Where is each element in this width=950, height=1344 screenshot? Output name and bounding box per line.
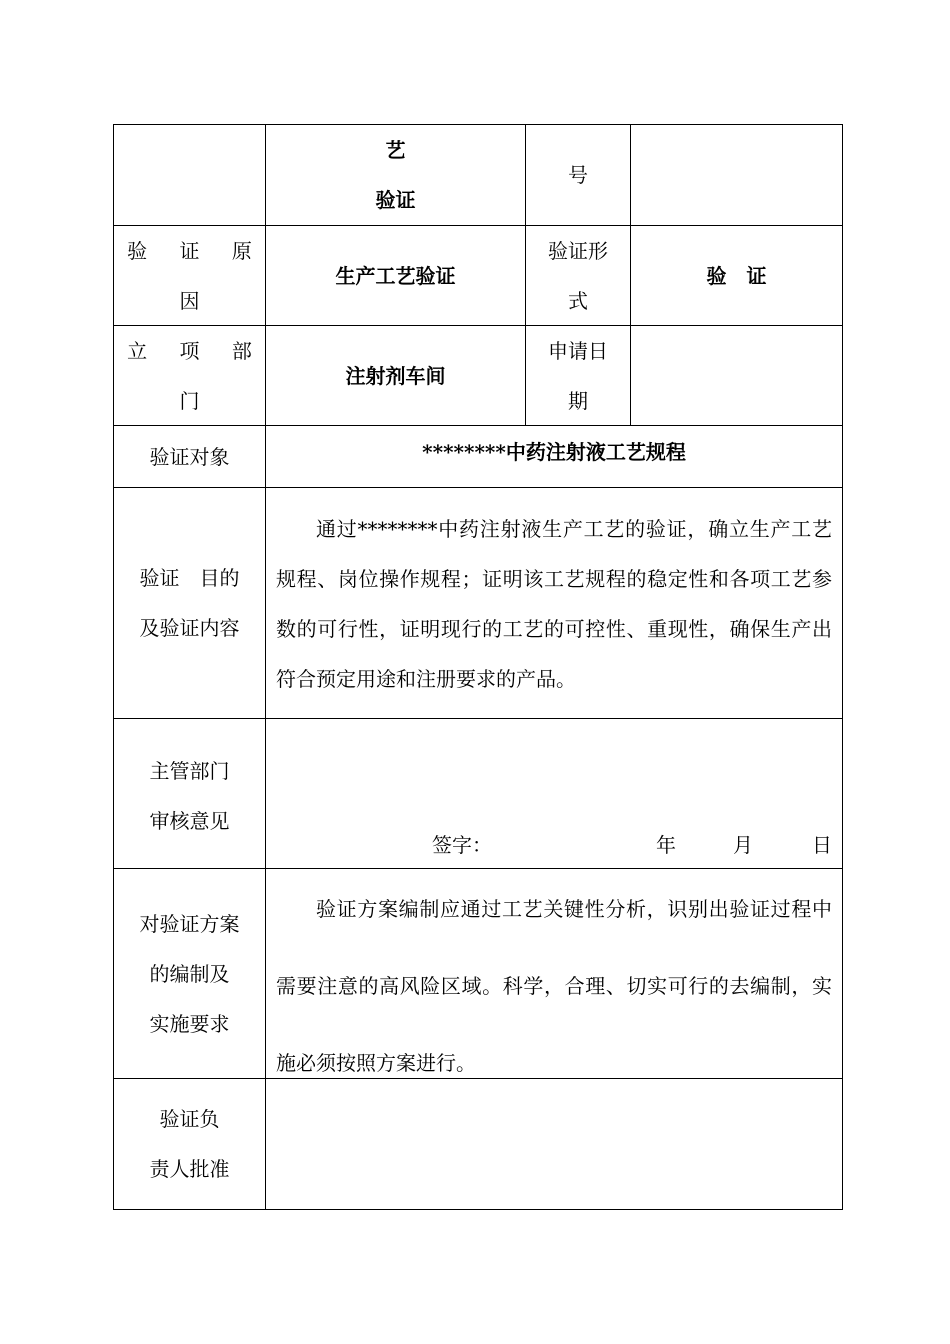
plan-label-cell [114,869,265,1078]
purpose-label-line-2: 及验证内容 [139,616,240,640]
plan-label-line-2: 的编制及 [149,961,230,986]
form-title-line-1: 艺 [385,138,406,162]
form-value-cell [631,226,842,325]
date-label-cell [526,326,630,425]
review-label-line-1: 主管部门 [149,759,230,783]
reason-label-cell [114,226,265,325]
number-label-cell [526,125,630,225]
validation-form-table [113,124,843,1210]
reason-label: 验 证 原 因 [127,238,265,313]
plan-text: 验证方案编制应通过工艺关键性分析，识别出验证过程中需要注意的高风险区域。科学，合理、切实可行的去编制，实施必须按照方案进行。 [276,897,832,1075]
object-label-cell [114,426,265,487]
plan-label-line-1: 对验证方案 [139,911,240,936]
form-label-cell [526,226,630,325]
day-label: 日 [812,833,832,857]
approval-label-cell [114,1079,265,1209]
object-label: 验证对象 [149,444,230,469]
purpose-label-line-1: 验证 目的 [139,566,240,590]
signature-label: 签字： [432,833,492,857]
form-value: 验 证 [706,263,767,288]
reason-value-cell [266,226,525,325]
purpose-label-cell [114,488,265,718]
approval-label-line-2: 责人批准 [149,1157,230,1181]
department-label: 立 项 部 门 [127,338,265,413]
plan-text-cell [266,871,842,1076]
review-label-cell [114,746,265,846]
object-value: ********中药注射液工艺规程 [422,440,686,464]
department-value-cell [266,326,525,425]
department-label-cell [114,326,265,425]
object-value-cell [266,426,842,478]
number-value-field[interactable] [631,125,842,225]
date-value-field[interactable] [631,326,842,425]
date-label: 申请日期 [548,338,608,413]
approval-value-field[interactable] [266,1079,842,1209]
department-value: 注射剂车间 [345,363,446,388]
review-signature-area[interactable] [266,719,842,868]
plan-label-line-3: 实施要求 [149,1011,230,1036]
form-title-cell [266,125,525,225]
month-label: 月 [733,833,753,857]
approval-label-line-1: 验证负 [159,1107,220,1131]
form-label: 验证形式 [548,238,608,313]
year-label: 年 [656,833,676,857]
number-label: 号 [568,163,588,187]
review-label-line-2: 审核意见 [149,809,230,833]
reason-value: 生产工艺验证 [335,263,456,288]
purpose-text: 通过********中药注射液生产工艺的验证，确立生产工艺规程、岗位操作规程；证明该工艺规程的稳定性和各项工艺参数的可行性，证明现行的工艺的可控性、重现性，确保生产出符合预定用途和注册要求的产品。 [276,517,832,691]
form-title-line-2: 验证 [375,188,416,212]
purpose-text-cell [266,504,842,704]
